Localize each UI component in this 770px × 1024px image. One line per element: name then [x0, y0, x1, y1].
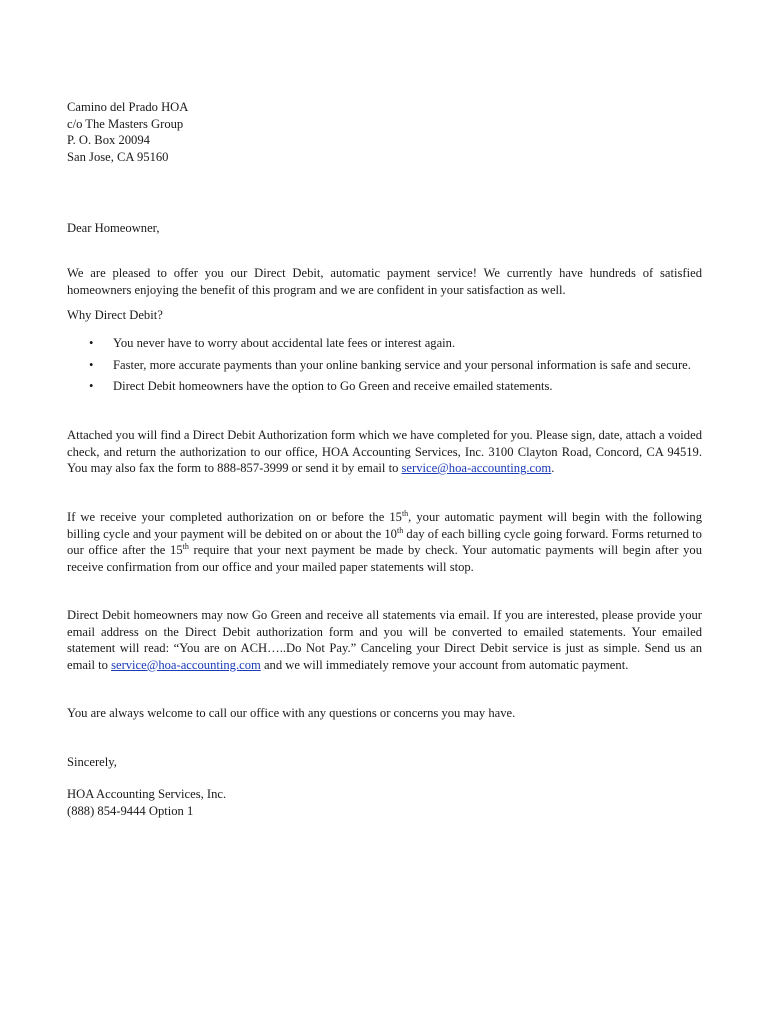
schedule-text-2: , your automatic payment will begin with the following billing cycle and your payment will be debited on or about the 10: [67, 510, 702, 541]
intro-paragraph: We are pleased to offer you our Direct Debit, automatic payment service! We currently have hundreds of satisfied homeowners enjoying the benefit of this program and we are confident in your satisfaction as well.: [67, 266, 702, 297]
signature-block: [67, 786, 702, 819]
why-heading: Why Direct Debit?: [67, 308, 163, 322]
attached-text: Attached you will find a Direct Debit Authorization form which we have completed for you. Please sign, date, attach a voided check, and return the authorization to our office, HOA Accounting Services, Inc. 3100 Clayton Road, Concord, CA 94519. You may also fax the form to 888-857-3999 or send it by email to: [67, 428, 702, 475]
gogreen-text-2: and we will immediately remove your account from automatic payment.: [260, 657, 629, 672]
schedule-text-3: day of each billing cycle going forward. Forms returned to our office after the 15: [67, 526, 702, 557]
list-item: [67, 357, 702, 374]
closing: Sincerely,: [67, 755, 117, 769]
bullet-icon: •: [89, 336, 94, 350]
attached-paragraph: [67, 427, 702, 477]
bullet-text: Direct Debit homeowners have the option to Go Green and receive emailed statements.: [113, 379, 553, 393]
address-line-1: Camino del Prado HOA: [67, 100, 189, 114]
bullet-icon: •: [89, 357, 94, 372]
welcome-paragraph: You are always welcome to call our office with any questions or concerns you may have.: [67, 706, 516, 720]
email-link[interactable]: service@hoa-accounting.com: [111, 657, 261, 672]
list-item: [67, 335, 702, 352]
list-item: [67, 378, 702, 395]
address-block: [67, 99, 702, 165]
address-line-2: c/o The Masters Group: [67, 116, 184, 131]
ordinal-suffix: th: [396, 525, 404, 535]
bullet-text: Faster, more accurate payments than your online banking service and your personal information is safe and secure.: [113, 357, 691, 372]
address-line-3: P. O. Box 20094: [67, 133, 150, 147]
ordinal-suffix: th: [401, 509, 409, 518]
gogreen-text: Direct Debit homeowners may now Go Green and receive all statements via email. If you are interested, please provide your email address on the Direct Debit authorization form and you will be converted to emailed statements. Your emailed statement will read: “You are on ACH…..Do Not Pay.” Canceling your Direct Debit service is just as simple. Send us an email to: [67, 608, 702, 672]
ordinal-suffix: th: [182, 542, 189, 551]
attached-end: .: [551, 461, 555, 475]
schedule-paragraph: [67, 509, 702, 575]
benefits-list: [67, 335, 702, 400]
bullet-text: You never have to worry about accidental late fees or interest again.: [113, 336, 456, 350]
bullet-icon: •: [89, 379, 94, 393]
gogreen-paragraph: [67, 607, 702, 673]
signature-phone: (888) 854-9444 Option 1: [67, 803, 194, 818]
schedule-text-4: require that your next payment be made by check. Your automatic payments will begin after you receive confirmation from our office and your mailed paper statements will stop.: [67, 543, 703, 574]
salutation: Dear Homeowner,: [67, 221, 160, 235]
signature-company: HOA Accounting Services, Inc.: [67, 787, 227, 801]
address-line-4: San Jose, CA 95160: [67, 149, 169, 164]
email-link[interactable]: service@hoa-accounting.com: [401, 461, 552, 475]
schedule-text-1: If we receive your completed authorization on or before the 15: [67, 510, 402, 524]
